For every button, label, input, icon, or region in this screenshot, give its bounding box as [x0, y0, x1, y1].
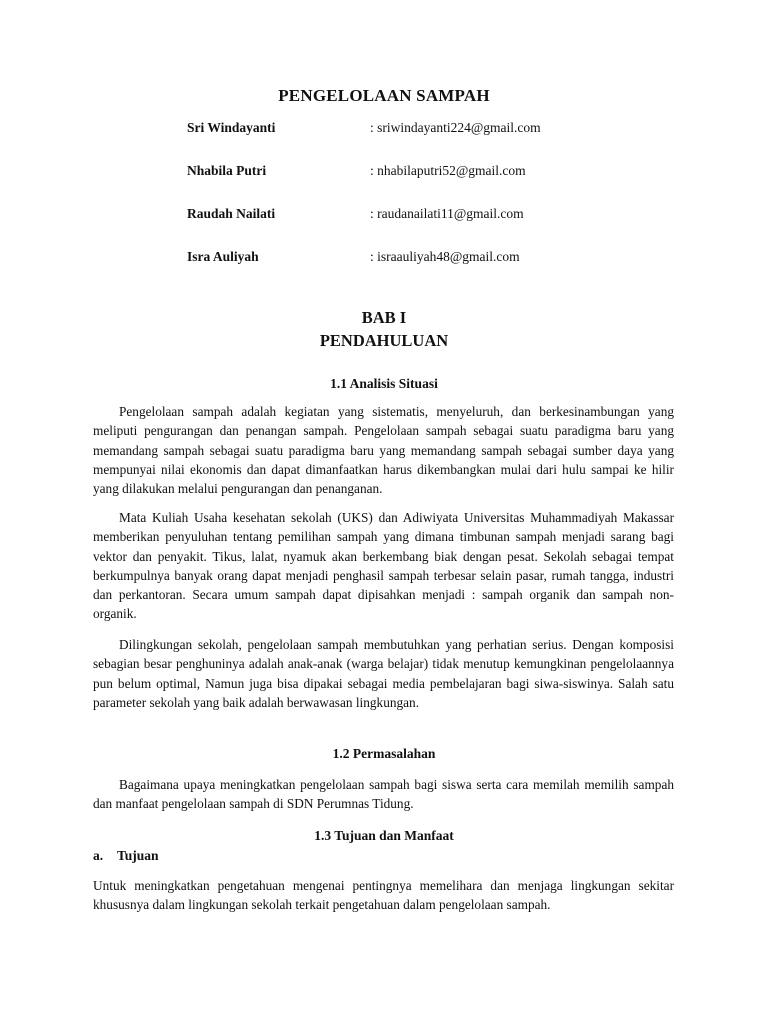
subheading-text: Tujuan: [117, 848, 159, 863]
paragraph: Pengelolaan sampah adalah kegiatan yang sistematis, menyeluruh, dan berkesinambungan yang meliputi pengurangan dan penangan sampah. Pengelolaan sampah sebagai suatu paradigma baru yang memandang sampah sebagai suatu paradigma baru yang memandang sampah sebagai sumber daya yang mempunyai nilai ekonomis dan dapat dimanfaatkan harus dikembangkan mulai dari hulu sampai ke hilir yang dilakukan melalui pengurangan dan penanganan.: [93, 404, 674, 497]
paragraph: Dilingkungan sekolah, pengelolaan sampah membutuhkan yang perhatian serius. Dengan komposisi sebagian besar penghuninya adalah anak-anak (warga belajar) tidak menutup kemungkinan pengelolaannya pun belum optimal, Namun juga bisa dipakai sebagai media pembelajaran bagi siwa-siswinya. Salah satu parameter sekolah yang baik adalah berwawasan lingkungan.: [93, 637, 674, 710]
paragraph: Bagaimana upaya meningkatkan pengelolaan sampah bagi siswa serta cara memilah memilih sampah dan manfaat pengelolaan sampah di SDN Perumnas Tidung.: [93, 777, 674, 812]
section-heading: 1.1 Analisis Situasi: [330, 376, 438, 391]
subheading-letter: a.: [93, 848, 104, 863]
paragraph: Untuk meningkatkan pengetahuan mengenai pentingnya memelihara dan menjaga lingkungan sekitar khususnya dalam lingkungan sekolah terkait pengetahuan dalam pengelolaan sampah.: [93, 878, 674, 913]
paragraph: Mata Kuliah Usaha kesehatan sekolah (UKS) dan Adiwiyata Universitas Muhammadiyah Makassar memberikan penyuluhan tentang pemilihan sampah yang dimana timbunan sampah menjadi sarang bagi vektor dan penyakit. Tikus, lalat, nyamuk akan berkembang biak dengan pesat. Sekolah sebagai tempat berkumpulnya banyak orang dapat menjadi penghasil sampah terbesar selain pasar, rumah tangga, industri dan perkantoran. Secara umum sampah dapat dipisahkan menjadi : sampah organik dan sampah non-organik.: [93, 510, 674, 622]
document-title: PENGELOLAAN SAMPAH: [278, 86, 490, 105]
author-name: Raudah Nailati: [187, 206, 276, 221]
author-email: : sriwindayanti224@gmail.com: [370, 120, 541, 135]
author-email: : nhabilaputri52@gmail.com: [370, 163, 526, 178]
subheading: [93, 848, 159, 864]
chapter-number: BAB I: [361, 308, 407, 327]
author-email: : raudanailati11@gmail.com: [370, 206, 524, 221]
author-name: Sri Windayanti: [187, 120, 276, 135]
section-heading: 1.2 Permasalahan: [332, 746, 436, 761]
author-email: : israauliyah48@gmail.com: [370, 249, 520, 264]
section-heading: 1.3 Tujuan dan Manfaat: [314, 828, 454, 843]
chapter-title: PENDAHULUAN: [319, 331, 449, 350]
author-name: Isra Auliyah: [187, 249, 259, 264]
author-name: Nhabila Putri: [187, 163, 267, 178]
